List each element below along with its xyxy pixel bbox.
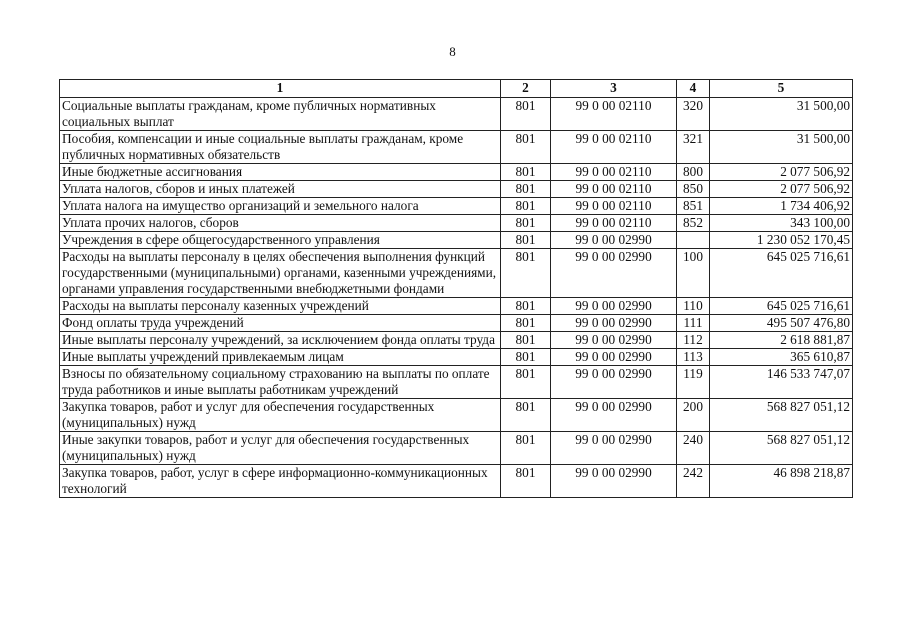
cell-vr: 100 <box>677 249 710 298</box>
table-row <box>60 98 853 131</box>
cell-sum: 645 025 716,61 <box>710 249 853 298</box>
cell-vr: 113 <box>677 349 710 366</box>
cell-sum: 31 500,00 <box>710 98 853 131</box>
cell-ved: 801 <box>501 232 551 249</box>
cell-vr: 119 <box>677 366 710 399</box>
table-body <box>60 98 853 498</box>
cell-ved: 801 <box>501 215 551 232</box>
cell-name: Иные бюджетные ассигнования <box>60 164 501 181</box>
table-row <box>60 432 853 465</box>
table-row <box>60 298 853 315</box>
cell-sum: 568 827 051,12 <box>710 399 853 432</box>
cell-sum: 2 077 506,92 <box>710 181 853 198</box>
cell-sum: 365 610,87 <box>710 349 853 366</box>
cell-csr: 99 0 00 02990 <box>551 315 677 332</box>
cell-csr: 99 0 00 02110 <box>551 98 677 131</box>
cell-vr: 851 <box>677 198 710 215</box>
cell-ved: 801 <box>501 131 551 164</box>
table-row <box>60 349 853 366</box>
cell-name: Иные закупки товаров, работ и услуг для обеспечения государственных (муниципальных) нужд <box>60 432 501 465</box>
cell-ved: 801 <box>501 198 551 215</box>
header-cell-name: 1 <box>60 80 501 98</box>
cell-csr: 99 0 00 02990 <box>551 298 677 315</box>
cell-name: Социальные выплаты гражданам, кроме публичных нормативных социальных выплат <box>60 98 501 131</box>
cell-name: Учреждения в сфере общегосударственного управления <box>60 232 501 249</box>
cell-name: Закупка товаров, работ и услуг для обеспечения государственных (муниципальных) нужд <box>60 399 501 432</box>
cell-vr: 850 <box>677 181 710 198</box>
table-row <box>60 366 853 399</box>
cell-vr: 240 <box>677 432 710 465</box>
header-cell-vr: 4 <box>677 80 710 98</box>
cell-vr: 200 <box>677 399 710 432</box>
table-row <box>60 465 853 498</box>
cell-csr: 99 0 00 02990 <box>551 232 677 249</box>
cell-name: Уплата налога на имущество организаций и земельного налога <box>60 198 501 215</box>
cell-ved: 801 <box>501 349 551 366</box>
cell-name: Закупка товаров, работ, услуг в сфере информационно-коммуникационных технологий <box>60 465 501 498</box>
cell-ved: 801 <box>501 164 551 181</box>
table-row <box>60 332 853 349</box>
cell-sum: 495 507 476,80 <box>710 315 853 332</box>
cell-csr: 99 0 00 02990 <box>551 399 677 432</box>
cell-name: Фонд оплаты труда учреждений <box>60 315 501 332</box>
table-row <box>60 399 853 432</box>
table-row <box>60 181 853 198</box>
cell-ved: 801 <box>501 298 551 315</box>
cell-csr: 99 0 00 02110 <box>551 164 677 181</box>
header-cell-ved: 2 <box>501 80 551 98</box>
cell-csr: 99 0 00 02990 <box>551 366 677 399</box>
header-row <box>60 80 853 98</box>
cell-name: Иные выплаты учреждений привлекаемым лицам <box>60 349 501 366</box>
cell-vr: 320 <box>677 98 710 131</box>
cell-sum: 2 618 881,87 <box>710 332 853 349</box>
cell-name: Уплата прочих налогов, сборов <box>60 215 501 232</box>
cell-name: Взносы по обязательному социальному страхованию на выплаты по оплате труда работников и иные выплаты работникам учреждений <box>60 366 501 399</box>
table-row <box>60 315 853 332</box>
cell-sum: 31 500,00 <box>710 131 853 164</box>
cell-name: Уплата налогов, сборов и иных платежей <box>60 181 501 198</box>
table-row <box>60 164 853 181</box>
table-row <box>60 249 853 298</box>
cell-ved: 801 <box>501 98 551 131</box>
header-cell-sum: 5 <box>710 80 853 98</box>
cell-ved: 801 <box>501 181 551 198</box>
cell-csr: 99 0 00 02990 <box>551 465 677 498</box>
cell-ved: 801 <box>501 315 551 332</box>
cell-vr: 110 <box>677 298 710 315</box>
cell-vr: 800 <box>677 164 710 181</box>
cell-sum: 1 230 052 170,45 <box>710 232 853 249</box>
cell-ved: 801 <box>501 366 551 399</box>
cell-sum: 343 100,00 <box>710 215 853 232</box>
page-number: 8 <box>449 44 456 59</box>
cell-vr <box>677 232 710 249</box>
cell-name: Пособия, компенсации и иные социальные выплаты гражданам, кроме публичных нормативных обязательств <box>60 131 501 164</box>
cell-csr: 99 0 00 02110 <box>551 131 677 164</box>
cell-csr: 99 0 00 02990 <box>551 432 677 465</box>
table-row <box>60 215 853 232</box>
cell-sum: 568 827 051,12 <box>710 432 853 465</box>
cell-name: Расходы на выплаты персоналу казенных учреждений <box>60 298 501 315</box>
cell-ved: 801 <box>501 432 551 465</box>
cell-csr: 99 0 00 02990 <box>551 249 677 298</box>
cell-csr: 99 0 00 02110 <box>551 181 677 198</box>
cell-vr: 242 <box>677 465 710 498</box>
budget-table <box>59 79 853 498</box>
cell-vr: 112 <box>677 332 710 349</box>
cell-sum: 645 025 716,61 <box>710 298 853 315</box>
cell-name: Иные выплаты персоналу учреждений, за исключением фонда оплаты труда <box>60 332 501 349</box>
cell-sum: 146 533 747,07 <box>710 366 853 399</box>
cell-csr: 99 0 00 02110 <box>551 215 677 232</box>
cell-ved: 801 <box>501 399 551 432</box>
cell-csr: 99 0 00 02990 <box>551 349 677 366</box>
table-row <box>60 131 853 164</box>
cell-sum: 2 077 506,92 <box>710 164 853 181</box>
cell-vr: 852 <box>677 215 710 232</box>
cell-csr: 99 0 00 02990 <box>551 332 677 349</box>
cell-vr: 111 <box>677 315 710 332</box>
cell-sum: 1 734 406,92 <box>710 198 853 215</box>
cell-csr: 99 0 00 02110 <box>551 198 677 215</box>
cell-vr: 321 <box>677 131 710 164</box>
cell-sum: 46 898 218,87 <box>710 465 853 498</box>
cell-name: Расходы на выплаты персоналу в целях обеспечения выполнения функций государственными (муниципальными) органами, казенными учреждениями, органами управления государственными внебюджетными фондами <box>60 249 501 298</box>
table-row <box>60 232 853 249</box>
cell-ved: 801 <box>501 249 551 298</box>
cell-ved: 801 <box>501 332 551 349</box>
cell-ved: 801 <box>501 465 551 498</box>
table-row <box>60 198 853 215</box>
header-cell-csr: 3 <box>551 80 677 98</box>
